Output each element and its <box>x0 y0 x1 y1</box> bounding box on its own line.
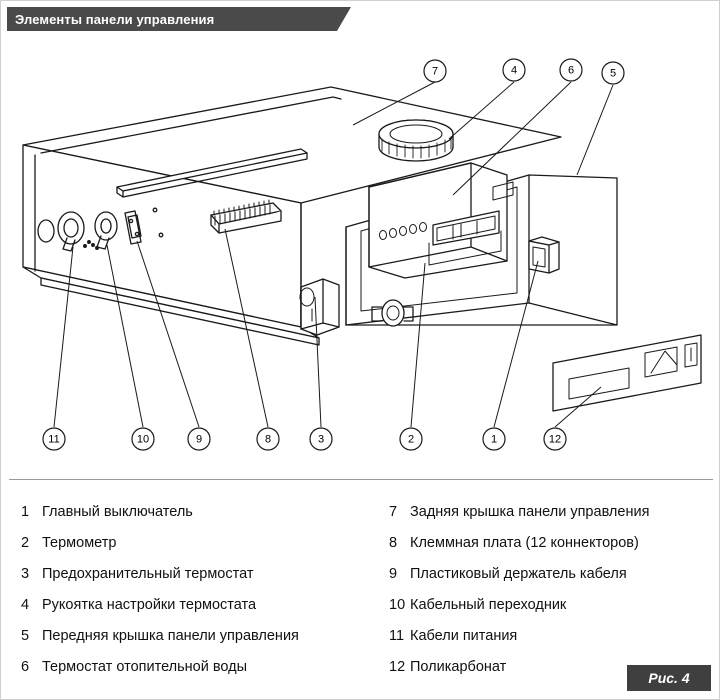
section-title-bar-arrow <box>337 7 351 31</box>
callout-6 <box>560 59 582 81</box>
exploded-diagram <box>1 35 720 475</box>
legend-label: Кабельный переходник <box>410 597 567 613</box>
legend-item <box>389 621 720 652</box>
legend-item <box>21 528 361 559</box>
legend-column-right <box>361 497 720 683</box>
callout-5 <box>602 62 624 84</box>
callout-3 <box>310 428 332 450</box>
callout-number: 5 <box>609 67 617 80</box>
legend-item <box>389 559 720 590</box>
callout-1 <box>483 428 505 450</box>
callout-number: 1 <box>490 433 498 446</box>
legend-label: Кабели питания <box>410 628 518 644</box>
legend-item <box>21 590 361 621</box>
legend-divider <box>9 479 713 480</box>
legend-number: 9 <box>389 566 398 582</box>
legend-column-left <box>1 497 361 683</box>
legend-label: Предохранительный термостат <box>42 566 254 582</box>
thermostat-knob <box>379 120 453 161</box>
callout-number: 12 <box>548 433 562 446</box>
legend-number: 8 <box>389 535 398 551</box>
callout-number: 6 <box>567 64 575 77</box>
callout-number: 9 <box>195 433 203 446</box>
callout-number: 3 <box>317 433 325 446</box>
legend-number: 11 <box>389 628 405 644</box>
figure-caption-text: Рис. 4 <box>648 670 690 686</box>
legend-label: Термометр <box>42 535 117 551</box>
legend-label: Термостат отопительной воды <box>42 659 248 675</box>
polycarbonate-panel <box>553 335 701 411</box>
callout-number: 7 <box>431 65 439 78</box>
callout-7 <box>424 60 446 82</box>
section-title-bar <box>7 7 337 31</box>
callout-number: 2 <box>407 433 415 446</box>
legend-number: 10 <box>389 597 406 613</box>
legend-item <box>389 497 720 528</box>
callout-number: 4 <box>510 64 518 77</box>
legend-item <box>389 590 720 621</box>
callout-2 <box>400 428 422 450</box>
section-title-text: Элементы панели управления <box>15 11 215 27</box>
legend-number: 1 <box>21 504 30 520</box>
legend-number: 5 <box>21 628 30 644</box>
legend-number: 6 <box>21 659 30 675</box>
legend-label: Клеммная плата (12 коннекторов) <box>410 535 639 551</box>
callout-4 <box>503 59 525 81</box>
callout-12 <box>544 428 566 450</box>
legend-number: 2 <box>21 535 30 551</box>
legend-item <box>21 559 361 590</box>
legend-item <box>21 621 361 652</box>
legend-label: Главный выключатель <box>42 504 193 520</box>
callout-number: 11 <box>48 433 60 446</box>
legend-number: 12 <box>389 659 406 675</box>
leader-5 <box>577 85 613 175</box>
legend-item <box>21 652 361 683</box>
legend-label: Поликарбонат <box>410 659 507 675</box>
legend <box>1 497 720 683</box>
legend-number: 7 <box>389 504 398 520</box>
figure-caption-badge <box>627 665 711 691</box>
callout-number: 8 <box>264 433 272 446</box>
legend-label: Задняя крышка панели управления <box>410 504 650 520</box>
callout-8 <box>257 428 279 450</box>
callout-11 <box>43 428 65 450</box>
legend-label: Пластиковый держатель кабеля <box>410 566 627 582</box>
legend-number: 4 <box>21 597 30 613</box>
legend-item <box>21 497 361 528</box>
legend-item <box>389 528 720 559</box>
callout-number: 10 <box>136 433 150 446</box>
callout-9 <box>188 428 210 450</box>
safety-thermostat <box>300 279 339 335</box>
legend-number: 3 <box>21 566 30 582</box>
legend-label: Передняя крышка панели управления <box>42 628 299 644</box>
legend-label: Рукоятка настройки термостата <box>42 597 257 613</box>
callout-10 <box>132 428 154 450</box>
